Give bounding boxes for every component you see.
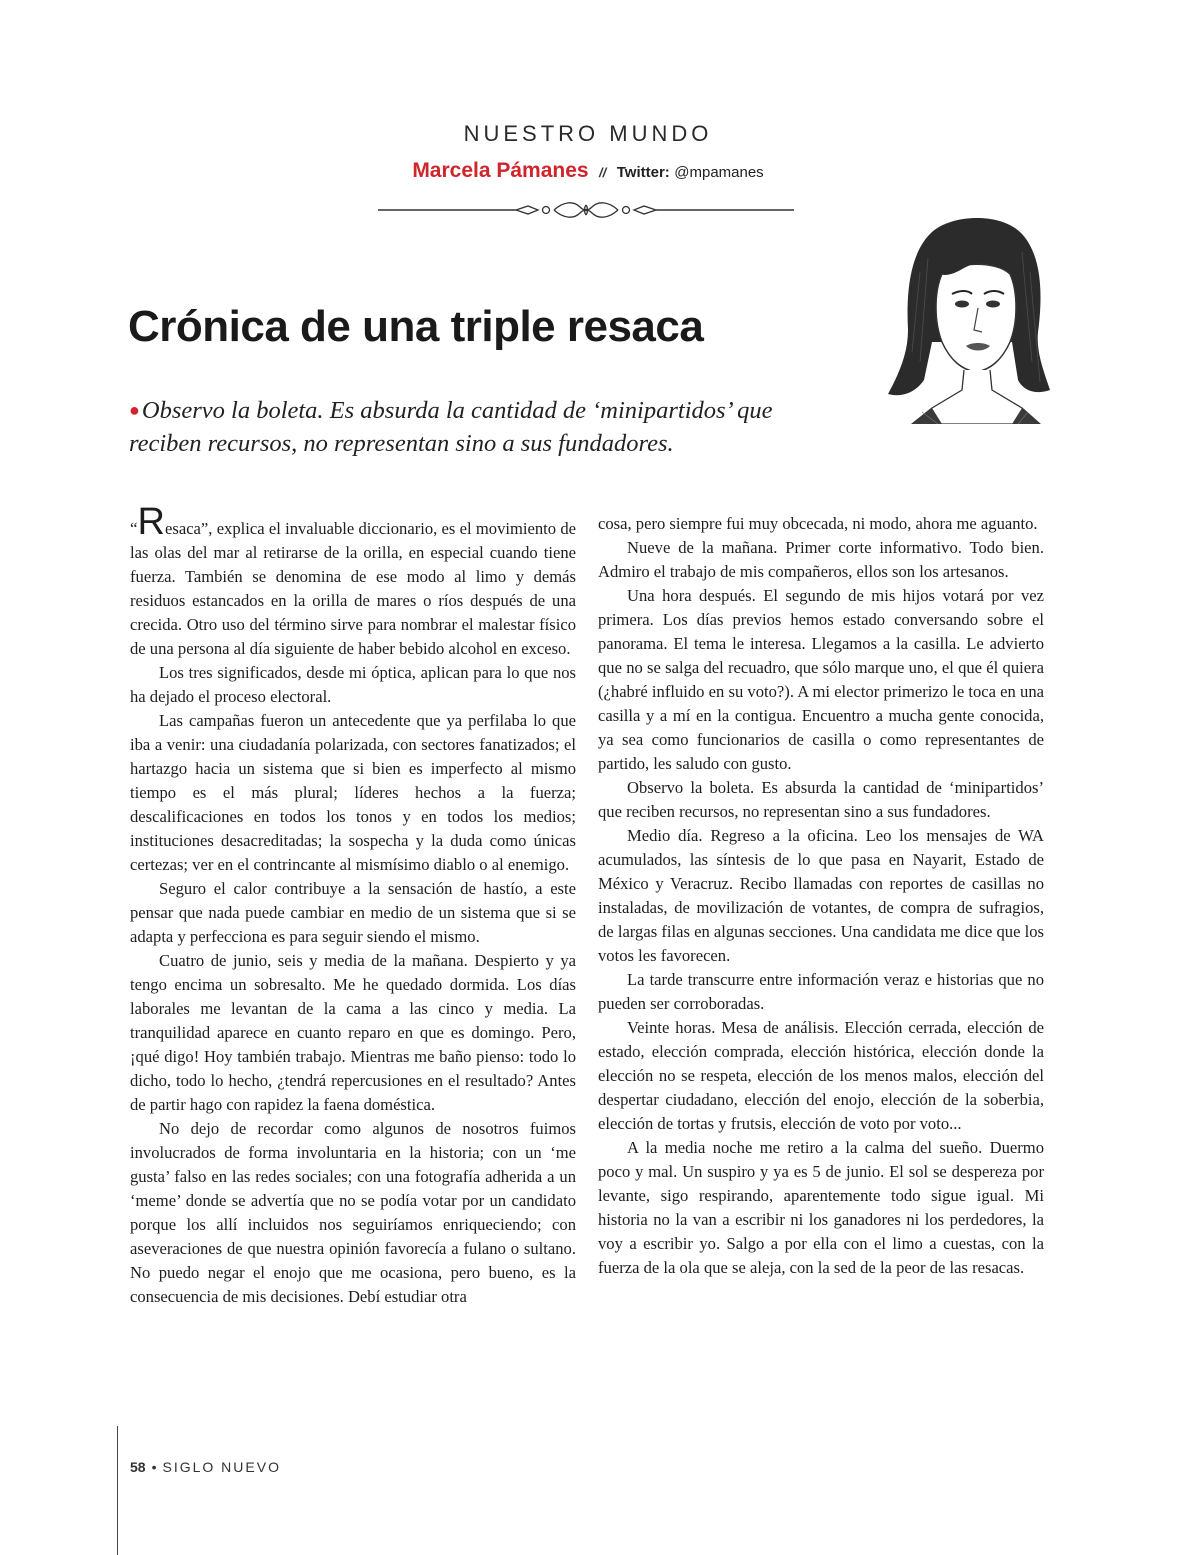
article-paragraph: Nueve de la mañana. Primer corte informativo. Todo bien. Admiro el trabajo de mis compañeros, ellos son los artesanos. — [598, 538, 1044, 581]
byline-separator: // — [599, 165, 607, 180]
article-title: Crónica de una triple resaca — [128, 302, 704, 351]
scroll-divider-ornament-icon — [378, 199, 794, 221]
author-name: Marcela Pámanes — [412, 159, 589, 182]
section-label: NUESTRO MUNDO — [463, 121, 713, 146]
article-paragraph: Las campañas fueron un antecedente que ya perfilaba lo que iba a venir: una ciudadanía polarizada, con sectores fanatizados; el hartazgo hacia un sistema que si bien es imperfecto al mismo tiempo es el más plural; líderes hechos a la fuerza; descalificaciones en todos los tonos y en todos los medios; instituciones desacreditadas; la sospecha y la duda como únicas certezas; ver en el contrincante al mismísimo diablo o al enemigo. — [130, 711, 576, 874]
article-paragraph: Los tres significados, desde mi óptica, aplican para lo que nos ha dejado el proceso electoral. — [130, 663, 576, 706]
article-paragraph: No dejo de recordar como algunos de nosotros fuimos involucrados de forma involuntaria en la historia; con un ‘me gusta’ falso en las redes sociales; con una fotografía adherida a un ‘meme’ donde se advertía que no se podía votar por un candidato porque los allí incluidos nos seguiríamos enriqueciendo; con aseveraciones de que nuestra opinión favorecía a fulano o sultano. No puedo negar el enojo que me ocasiona, pero bueno, es la consecuencia de mis decisiones. Debí estudiar otra — [130, 1119, 576, 1306]
twitter-handle[interactable]: @mpamanes — [674, 164, 764, 181]
article-paragraph: A la media noche me retiro a la calma del sueño. Duermo poco y mal. Un suspiro y ya es 5 de junio. El sol se desperezа por levante, sigo respirando, aparentemente todo sigue igual. Mi historia no la van a escribir ni los ganadores ni los perdedores, la voy a escribir yo. Salgo a por ella con el limo a cuestas, con la fuerza de la ola que se aleja, con la sed de la peor de las resacas. — [598, 1138, 1044, 1277]
dropcap-letter: R — [137, 501, 165, 543]
article-paragraph: Seguro el calor contribuye a la sensación de hastío, a este pensar que nada puede cambiar en medio de un sistema que si se adapta y perfecciona es para seguir siendo el mismo. — [130, 879, 576, 946]
article-paragraph: cosa, pero siempre fui muy obcecada, ni modo, ahora me aguanto. — [598, 514, 1038, 533]
article-paragraph — [130, 501, 576, 661]
dropcap-quote: “ — [130, 519, 138, 538]
article-column-left — [130, 501, 576, 1309]
red-bullet-icon: ● — [129, 400, 140, 420]
author-sketch-portrait-icon — [872, 212, 1060, 424]
pull-quote-text: Observo la boleta. Es absurda la cantidad de ‘minipartidos’ que reciben recursos, no representan sino a sus fundadores. — [129, 397, 773, 457]
page-footer — [130, 1459, 281, 1475]
article-paragraph: Veinte horas. Mesa de análisis. Elección cerrada, elección de estado, elección comprada, elección histórica, elección donde la elección no se respeta, elección de los menos malos, elección del despertar ciudadano, elección del enojo, elección de la soberbia, elección de tortas y frutsis, elección de voto por voto... — [598, 1018, 1044, 1133]
byline — [0, 159, 1176, 183]
article-paragraph: Cuatro de junio, seis y media de la mañana. Despierto y ya tengo encima un sobresalto. Me he quedado dormida. Los días laborales me levantan de la cama a las cinco y media. La tranquilidad aparece en cuanto reparo en que es domingo. Pero, ¡qué digo! Hoy también trabajo. Mientras me baño pienso: todo lo dicho, todo lo hecho, ¿tendrá repercusiones en el resultado? Antes de partir hago con rapidez la faena doméstica. — [130, 951, 576, 1114]
twitter-label: Twitter: — [616, 164, 670, 181]
paragraph-text: esaca”, explica el invaluable diccionario, es el movimiento de las olas del mar al retirarse de la orilla, en especial cuando tiene fuerza. También se denomina de ese modo al limo y demás residuos estancados en la orilla de mares o ríos después de una crecida. Otro uso del término sirve para nombrar el malestar físico de una persona al día siguiente de haber bebido alcohol en exceso. — [130, 519, 576, 658]
footer-dot: • — [151, 1459, 157, 1475]
page-number: 58 — [130, 1459, 146, 1475]
article-paragraph: Una hora después. El segundo de mis hijos votará por vez primera. Los días previos hemos estado conversando sobre el panorama. El tema le interesa. Llegamos a la casilla. Le advierto que no se salga del recuadro, que sólo marque uno, el que él quiera (¿habré influido en su voto?). A mi elector primerizo le toca en una casilla y a mí en la contigua. Encuentro a mucha gente conocida, ya sea como funcionarios de casilla o como representantes de partido, les saludo con gusto. — [598, 586, 1044, 773]
article-paragraph: Medio día. Regreso a la oficina. Leo los mensajes de WA acumulados, las síntesis de lo que pasa en Nayarit, Estado de México y Veracruz. Recibo llamadas con reportes de casillas no instaladas, de movilización de votantes, de compra de sufragios, de largas filas en algunas secciones. Una candidata me dice que los votos les favorecen. — [598, 826, 1044, 965]
pull-quote — [129, 395, 789, 459]
magazine-name: SIGLO NUEVO — [162, 1459, 281, 1475]
article-column-right — [598, 512, 1044, 1280]
article-paragraph: Observo la boleta. Es absurda la cantidad de ‘minipartidos’ que reciben recursos, no representan sino a sus fundadores. — [598, 778, 1044, 821]
article-paragraph: La tarde transcurre entre información veraz e historias que no pueden ser corroboradas. — [598, 970, 1044, 1013]
footer-rule — [117, 1426, 118, 1555]
